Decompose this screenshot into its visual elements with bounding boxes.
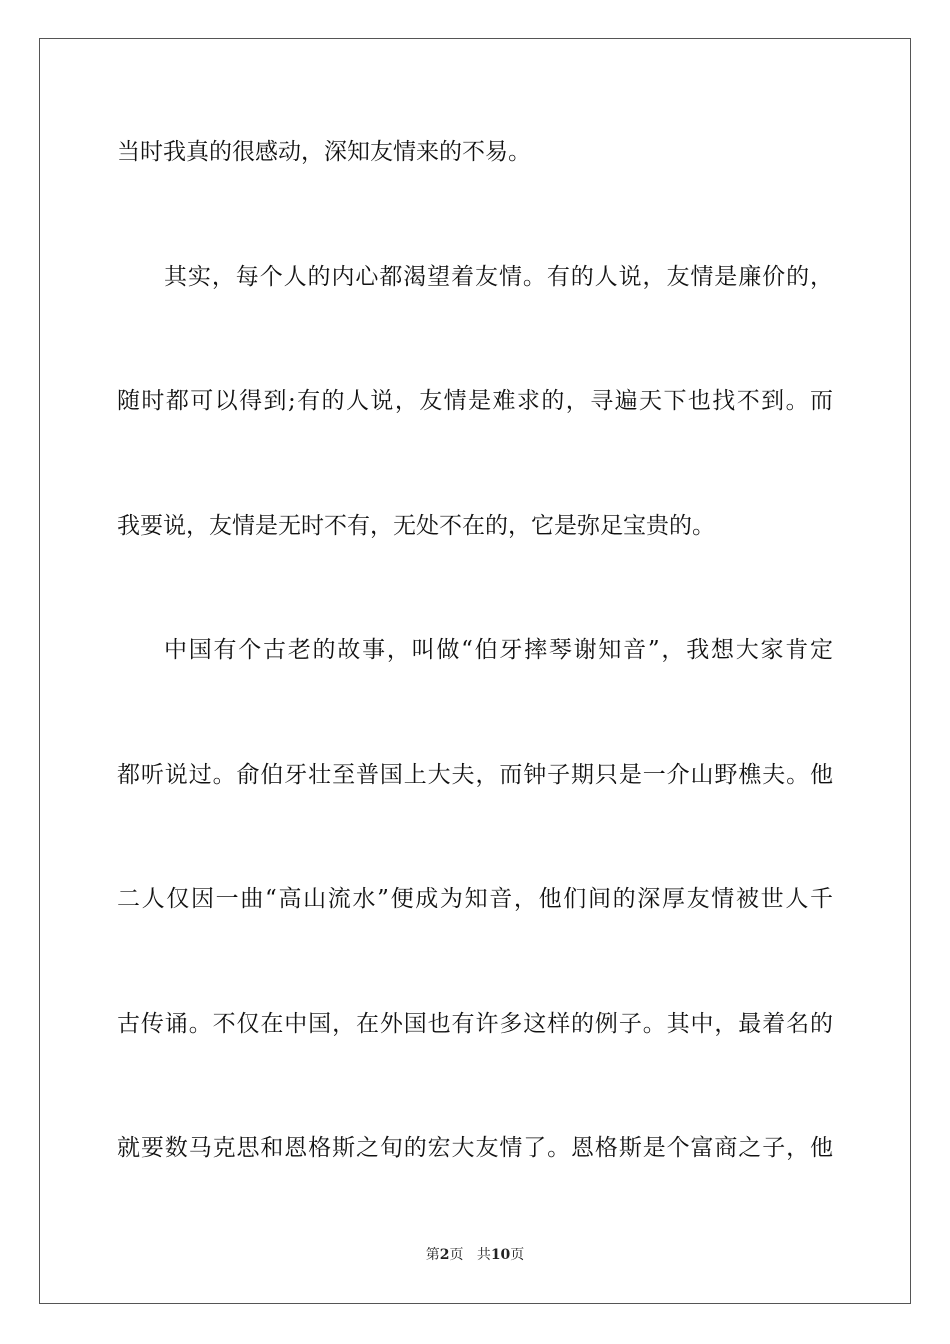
page-frame <box>39 38 911 1304</box>
text-line-3: 随时都可以得到;有的人说，友情是难求的，寻遍天下也找不到。而 <box>117 388 833 414</box>
total-prefix: 共 <box>476 1247 491 1263</box>
page-prefix: 第 <box>425 1247 440 1263</box>
text-line-2: 其实，每个人的内心都渴望着友情。有的人说，友情是廉价的， <box>164 264 833 290</box>
total-suffix: 页 <box>510 1247 525 1263</box>
text-line-4: 我要说，友情是无时不有，无处不在的，它是弥足宝贵的。 <box>117 513 715 539</box>
total-pages: 10 <box>490 1247 511 1263</box>
text-line-7: 二人仅因一曲“高山流水”便成为知音，他们间的深厚友情被世人千 <box>117 886 833 912</box>
text-line-9: 就要数马克思和恩格斯之旬的宏大友情了。恩格斯是个富商之子，他 <box>117 1135 833 1161</box>
page-suffix: 页 <box>449 1247 464 1263</box>
text-line-6: 都听说过。俞伯牙壮至普国上大夫，而钟子期只是一介山野樵夫。他 <box>117 762 833 788</box>
text-line-5: 中国有个古老的故事，叫做“伯牙摔琴谢知音”，我想大家肯定 <box>164 637 833 663</box>
page-number: 2 <box>439 1247 450 1263</box>
text-line-1: 当时我真的很感动，深知友情来的不易。 <box>117 139 531 165</box>
text-line-8: 古传诵。不仅在中国，在外国也有许多这样的例子。其中，最着名的 <box>117 1011 833 1037</box>
page-footer <box>0 1246 950 1264</box>
